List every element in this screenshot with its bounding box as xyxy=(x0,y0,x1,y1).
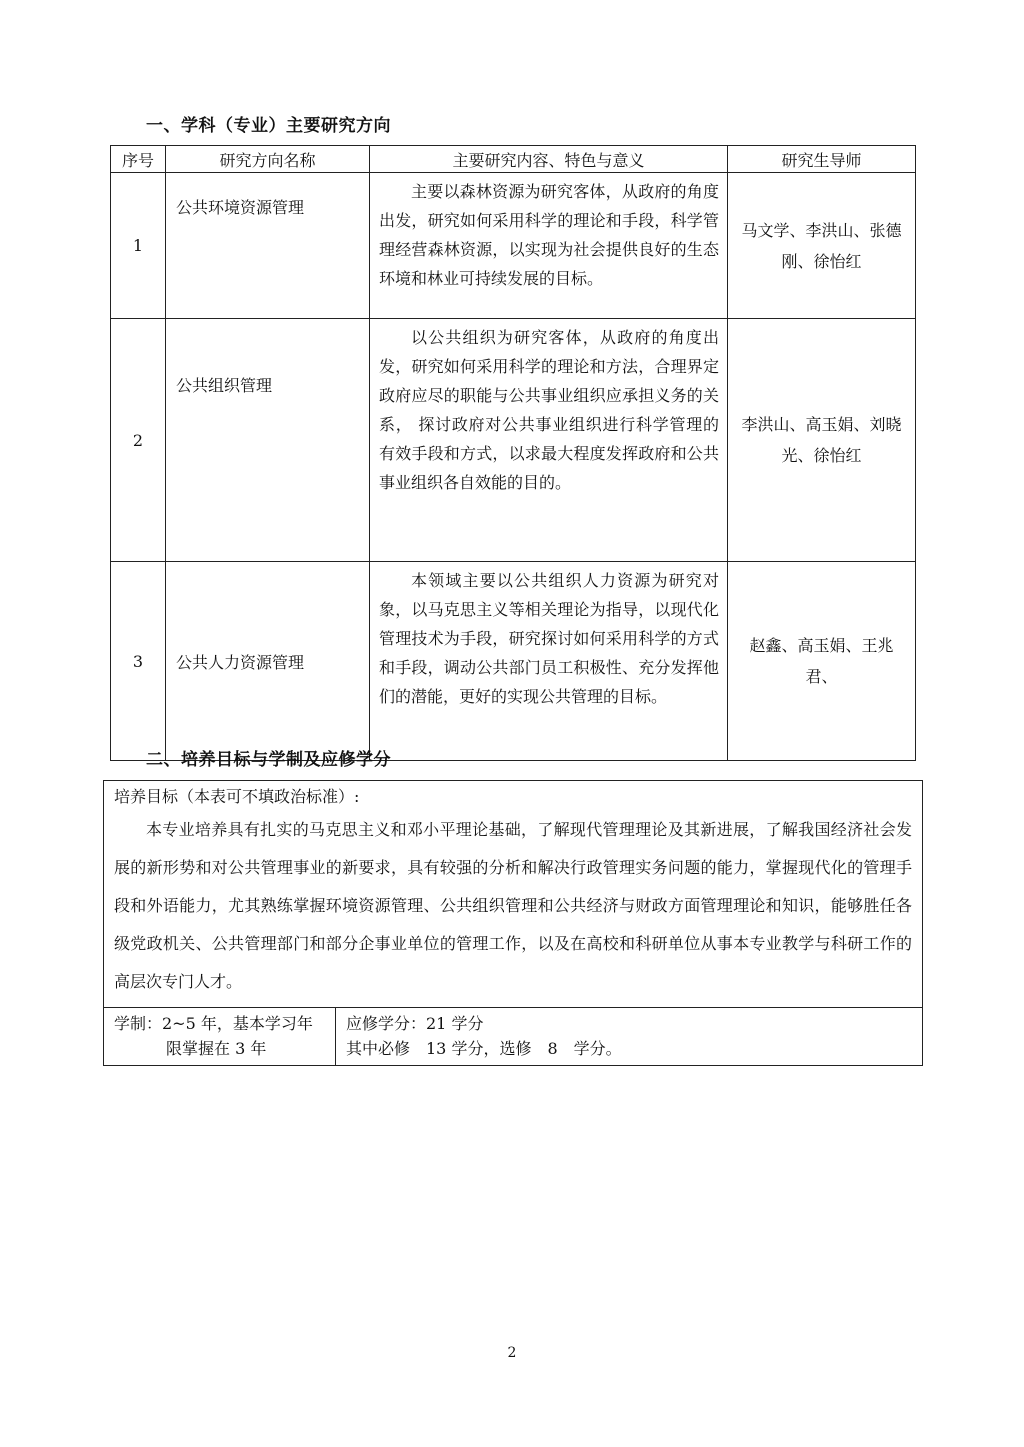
goal-cell xyxy=(104,781,923,1008)
row-seq: 1 xyxy=(111,173,166,319)
column-header-advisors: 研究生导师 xyxy=(728,146,916,173)
duration-credits-row xyxy=(104,1008,923,1066)
credits-line-2: 其中必修 13 学分，选修 8 学分。 xyxy=(346,1039,622,1058)
goal-row xyxy=(104,781,923,1008)
column-header-content: 主要研究内容、特色与意义 xyxy=(370,146,728,173)
row-content: 以公共组织为研究客体，从政府的角度出发，研究如何采用科学的理论和方法，合理界定政府应尽的职能与公共事业组织应承担义务的关系， 探讨政府对公共事业组织进行科学管理的有效手段和方式，以求最大程度发挥政府和公共事业组织各自效能的目的。 xyxy=(370,319,728,562)
duration-cell xyxy=(104,1008,336,1066)
table-row xyxy=(111,319,916,562)
row-advisors: 赵鑫、高玉娟、王兆君、 xyxy=(728,562,916,761)
row-seq: 2 xyxy=(111,319,166,562)
row-direction-name: 公共组织管理 xyxy=(166,319,370,562)
row-content: 本领域主要以公共组织人力资源为研究对象，以马克思主义等相关理论为指导，以现代化管理技术为手段，研究探讨如何采用科学的方式和手段，调动公共部门员工积极性、充分发挥他们的潜能，更好的实现公共管理的目标。 xyxy=(370,562,728,761)
row-direction-name: 公共人力资源管理 xyxy=(166,562,370,761)
duration-line-1: 学制：2~5 年，基本学习年 xyxy=(114,1014,313,1033)
row-advisors: 李洪山、高玉娟、刘晓光、徐怡红 xyxy=(728,319,916,562)
row-advisors: 马文学、李洪山、张德刚、徐怡红 xyxy=(728,173,916,319)
goal-text: 本专业培养具有扎实的马克思主义和邓小平理论基础，了解现代管理理论及其新进展，了解我国经济社会发展的新形势和对公共管理事业的新要求，具有较强的分析和解决行政管理实务问题的能力，掌握现代化的管理手段和外语能力，尤其熟练掌握环境资源管理、公共组织管理和公共经济与财政方面管理理论和知识，能够胜任各级党政机关、公共管理部门和部分企事业单位的管理工作，以及在高校和科研单位从事本专业教学与科研工作的高层次专门人才。 xyxy=(114,820,913,991)
column-header-direction-name: 研究方向名称 xyxy=(166,146,370,173)
credits-line-1: 应修学分：21 学分 xyxy=(346,1014,484,1033)
training-goals-table xyxy=(103,780,923,1066)
goal-label: 培养目标（本表可不填政治标准）: xyxy=(114,787,360,806)
row-seq: 3 xyxy=(111,562,166,761)
duration-line-2: 限掌握在 3 年 xyxy=(166,1039,267,1058)
table-row xyxy=(111,173,916,319)
research-directions-table xyxy=(110,145,916,761)
row-direction-name: 公共环境资源管理 xyxy=(166,173,370,319)
table-header-row xyxy=(111,146,916,173)
row-content: 主要以森林资源为研究客体，从政府的角度出发，研究如何采用科学的理论和手段，科学管理经营森林资源，以实现为社会提供良好的生态环境和林业可持续发展的目标。 xyxy=(370,173,728,319)
page-number: 2 xyxy=(507,1345,517,1361)
column-header-seq: 序号 xyxy=(111,146,166,173)
section-heading-training-goals: 二、培养目标与学制及应修学分 xyxy=(146,750,391,770)
section-heading-research-directions: 一、学科（专业）主要研究方向 xyxy=(146,116,391,136)
table-row xyxy=(111,562,916,761)
credits-cell xyxy=(336,1008,923,1066)
